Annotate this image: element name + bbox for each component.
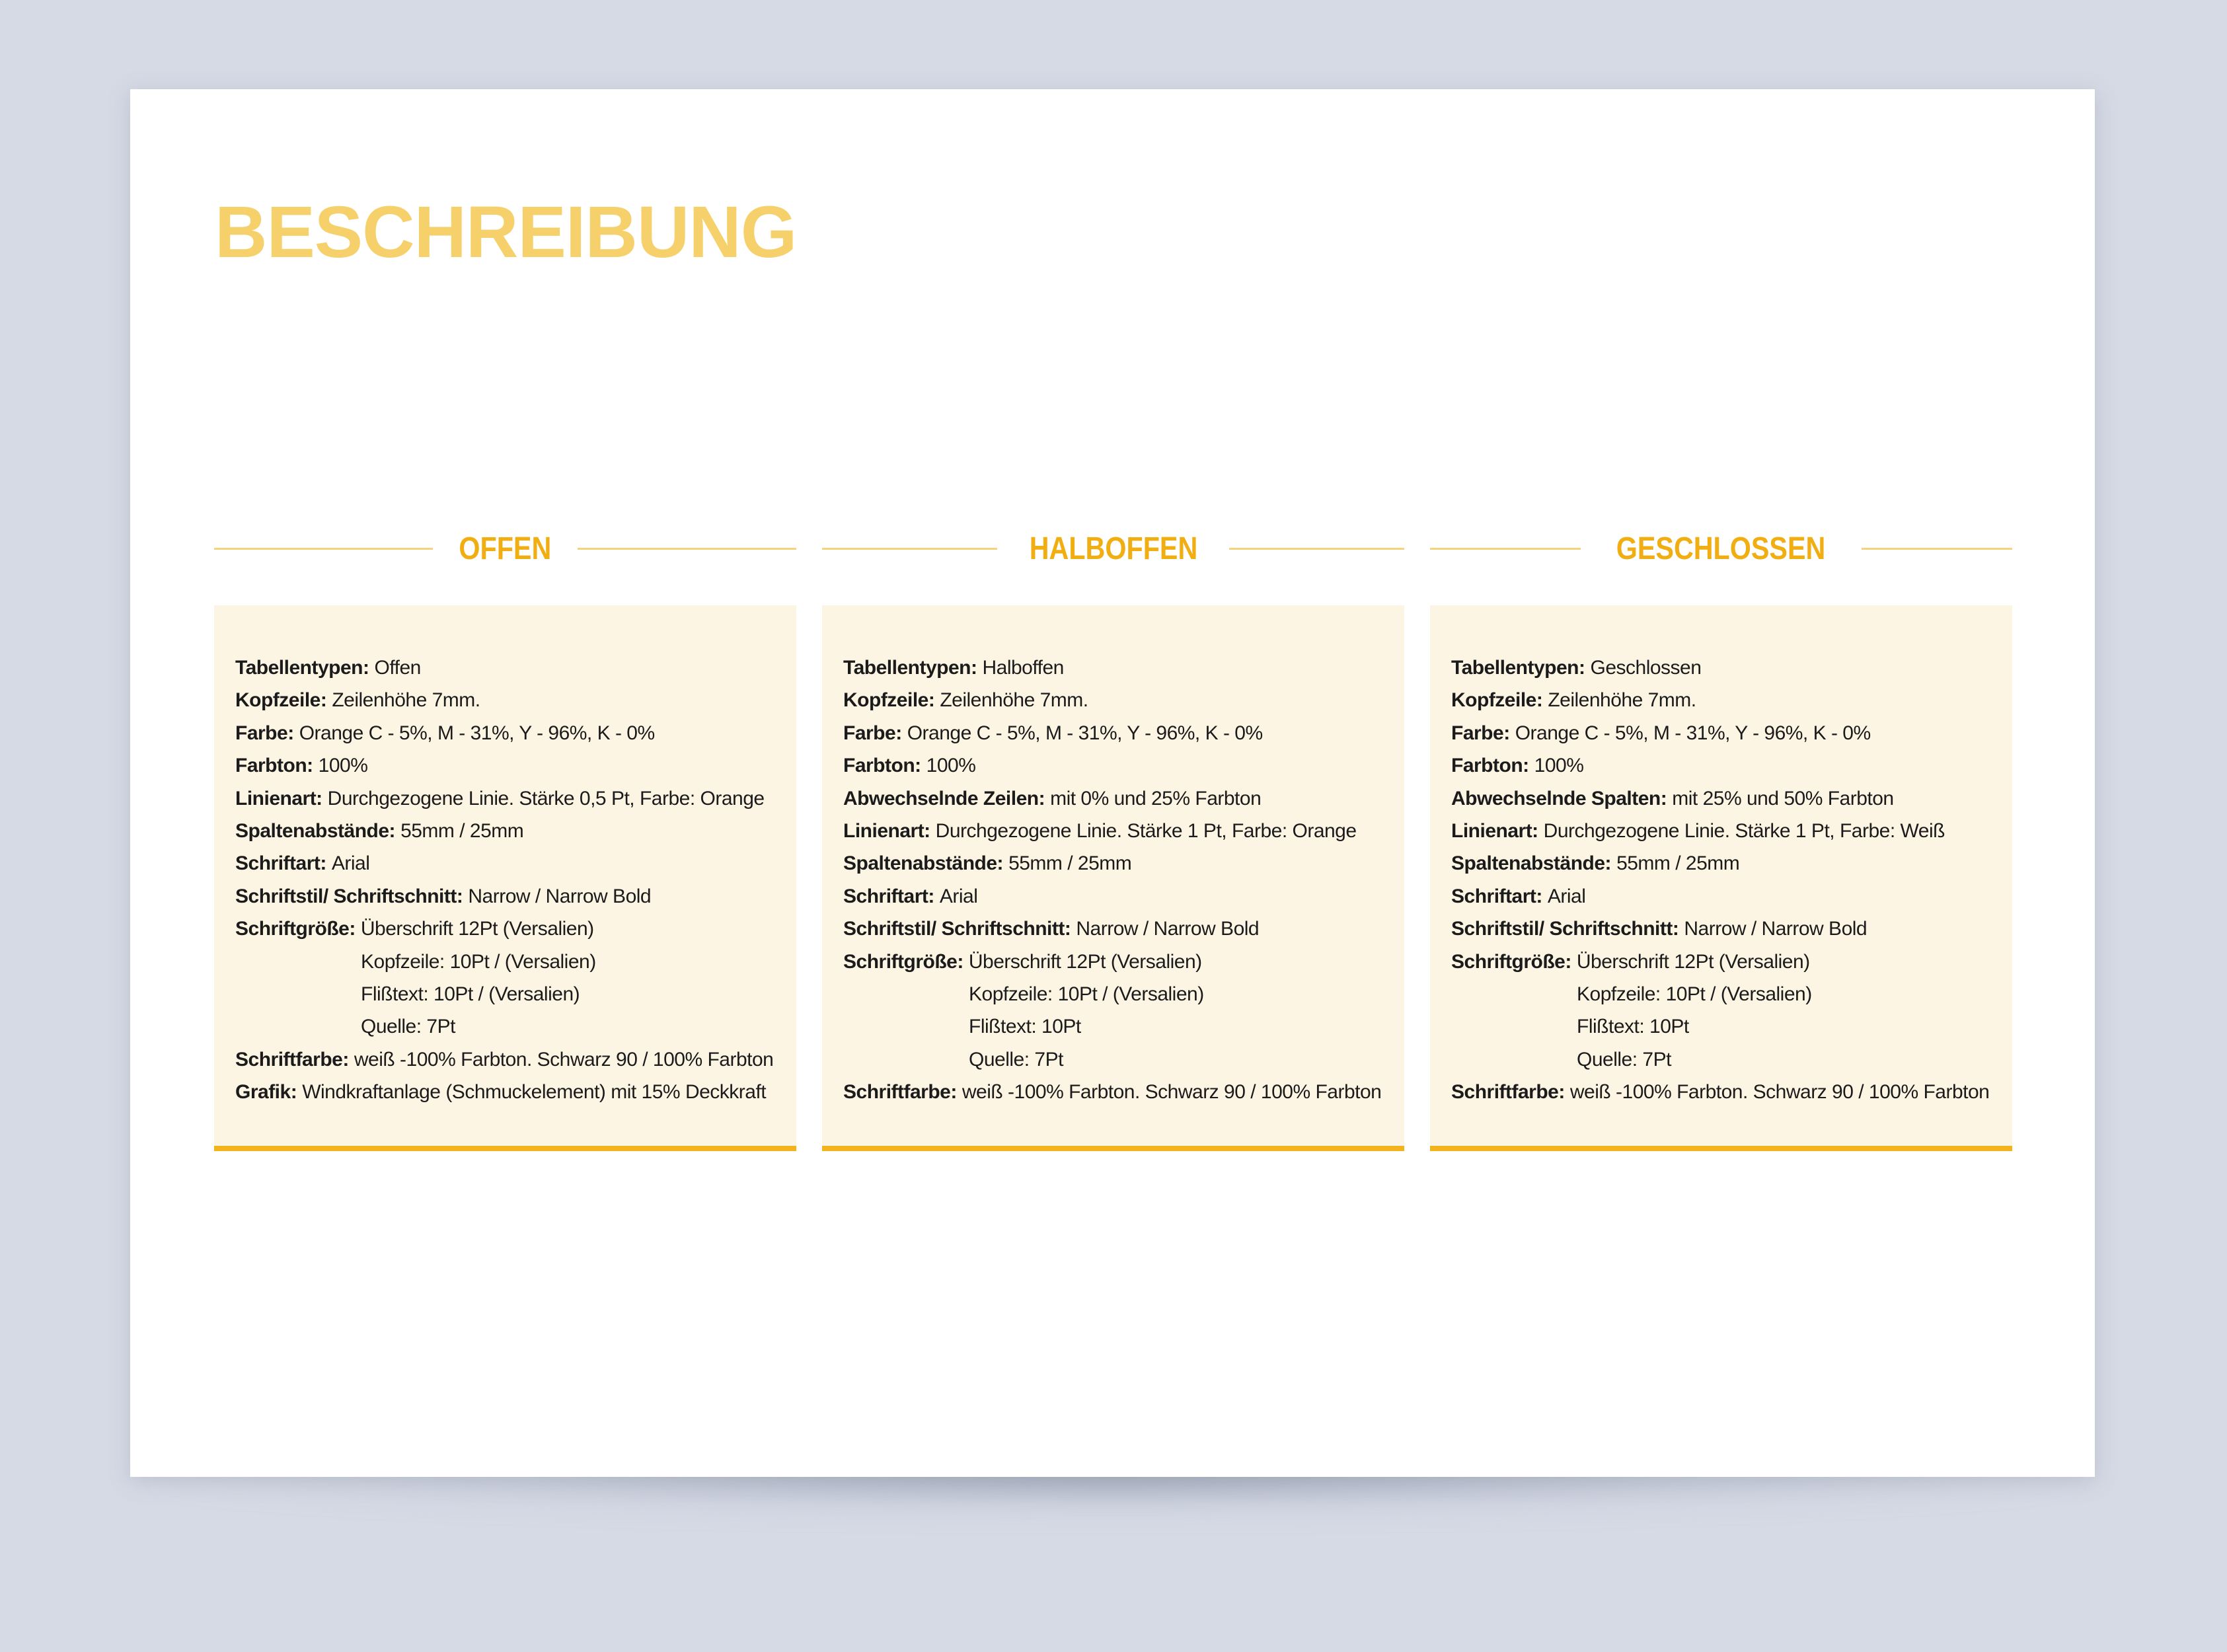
line-label: Schriftgröße: — [843, 950, 963, 973]
header-rule-right — [578, 548, 796, 550]
line-value: Quelle: 7Pt — [1577, 1048, 1671, 1070]
header-rule-left — [214, 548, 433, 550]
description-card — [822, 605, 1404, 1151]
line-value: Quelle: 7Pt — [969, 1048, 1063, 1070]
line-label: Farbe: — [235, 722, 294, 744]
description-line — [235, 749, 796, 782]
description-line — [1451, 1010, 2012, 1043]
line-label: Schriftart: — [843, 885, 934, 907]
line-value: Arial — [1547, 885, 1586, 907]
description-line — [235, 717, 796, 749]
description-line — [843, 1076, 1404, 1108]
description-line — [235, 1043, 796, 1076]
description-line — [843, 684, 1404, 716]
line-value: 55mm / 25mm — [400, 820, 524, 843]
description-line — [1451, 978, 2012, 1010]
line-value: Flißtext: 10Pt — [1577, 1016, 1689, 1038]
line-value: Orange C - 5%, M - 31%, Y - 96%, K - 0% — [299, 722, 655, 744]
line-value: 100% — [318, 755, 368, 777]
line-value: weiß -100% Farbton. Schwarz 90 / 100% Farbton — [962, 1081, 1382, 1104]
line-label: Farbe: — [1451, 722, 1510, 744]
line-label: Spaltenabstände: — [843, 852, 1004, 875]
description-line — [843, 847, 1404, 880]
header-rule-left — [822, 548, 997, 550]
line-value: mit 0% und 25% Farbton — [1050, 787, 1262, 809]
line-value: 55mm / 25mm — [1008, 852, 1132, 875]
description-line — [1451, 847, 2012, 880]
line-value: Zeilenhöhe 7mm. — [940, 689, 1088, 712]
line-value: Narrow / Narrow Bold — [1076, 918, 1260, 940]
line-label: Linienart: — [1451, 820, 1538, 843]
line-label: Grafik: — [235, 1081, 297, 1104]
description-line — [1451, 652, 2012, 684]
description-line — [1451, 717, 2012, 749]
description-line — [1451, 946, 2012, 978]
page-title: BESCHREIBUNG — [215, 192, 797, 273]
description-line — [843, 717, 1404, 749]
description-line — [843, 880, 1404, 913]
description-line — [843, 946, 1404, 978]
line-value: 100% — [926, 755, 976, 777]
line-value: Durchgezogene Linie. Stärke 1 Pt, Farbe: Orange — [935, 820, 1357, 843]
description-line — [843, 815, 1404, 847]
line-value: Zeilenhöhe 7mm. — [1548, 689, 1696, 712]
column-title: HALBOFFEN — [1029, 531, 1197, 566]
line-value: Kopfzeile: 10Pt / (Versalien) — [969, 983, 1204, 1006]
line-value: Halboffen — [982, 657, 1064, 679]
line-label: Spaltenabstände: — [1451, 852, 1612, 875]
line-value: Flißtext: 10Pt / (Versalien) — [361, 983, 580, 1006]
line-value: mit 25% und 50% Farbton — [1672, 787, 1894, 809]
description-line — [1451, 880, 2012, 913]
line-label: Schriftfarbe: — [843, 1081, 957, 1104]
line-label: Abwechselnde Zeilen: — [843, 787, 1045, 809]
description-line — [843, 782, 1404, 815]
line-label: Schriftfarbe: — [235, 1048, 349, 1070]
line-value: Kopfzeile: 10Pt / (Versalien) — [361, 950, 596, 973]
line-value: Durchgezogene Linie. Stärke 1 Pt, Farbe: Weiß — [1543, 820, 1945, 843]
description-card — [214, 605, 796, 1151]
line-value: Arial — [331, 852, 370, 875]
line-label: Tabellentypen: — [843, 657, 977, 679]
line-value: Arial — [939, 885, 978, 907]
column-halboffen — [822, 499, 1404, 1151]
line-value: Orange C - 5%, M - 31%, Y - 96%, K - 0% — [1515, 722, 1871, 744]
header-rule-left — [1430, 548, 1581, 550]
line-value: Narrow / Narrow Bold — [468, 885, 652, 907]
line-label: Schriftart: — [235, 852, 326, 875]
line-label: Schriftgröße: — [235, 918, 356, 940]
line-label: Farbton: — [1451, 755, 1529, 777]
description-line — [843, 913, 1404, 945]
description-line — [235, 652, 796, 684]
description-line — [843, 1010, 1404, 1043]
line-value: Narrow / Narrow Bold — [1684, 918, 1868, 940]
description-line — [1451, 782, 2012, 815]
description-card — [1430, 605, 2012, 1151]
line-value: weiß -100% Farbton. Schwarz 90 / 100% Farbton — [1569, 1081, 1990, 1104]
description-line — [235, 1076, 796, 1108]
description-line — [235, 684, 796, 716]
description-line — [235, 1010, 796, 1043]
line-label: Tabellentypen: — [1451, 657, 1585, 679]
line-value: Windkraftanlage (Schmuckelement) mit 15% Deckkraft — [302, 1081, 767, 1104]
line-label: Schriftstil/ Schriftschnitt: — [235, 885, 463, 907]
line-label: Farbton: — [843, 755, 921, 777]
column-geschlossen — [1430, 499, 2012, 1151]
line-value: Durchgezogene Linie. Stärke 0,5 Pt, Farbe: Orange — [327, 787, 765, 809]
description-line — [235, 782, 796, 815]
description-line — [1451, 684, 2012, 716]
line-label: Kopfzeile: — [235, 689, 327, 712]
description-line — [1451, 815, 2012, 847]
line-label: Kopfzeile: — [843, 689, 935, 712]
column-offen — [214, 499, 796, 1151]
line-value: Überschrift 12Pt (Versalien) — [360, 918, 594, 940]
column-title: GESCHLOSSEN — [1616, 531, 1826, 566]
line-label: Schriftart: — [1451, 885, 1542, 907]
line-value: Quelle: 7Pt — [361, 1016, 455, 1038]
line-label: Tabellentypen: — [235, 657, 369, 679]
line-label: Farbton: — [235, 755, 313, 777]
description-line — [843, 978, 1404, 1010]
description-line — [843, 749, 1404, 782]
description-line — [1451, 749, 2012, 782]
line-value: Überschrift 12Pt (Versalien) — [1576, 950, 1810, 973]
header-rule-right — [1862, 548, 2012, 550]
line-value: Kopfzeile: 10Pt / (Versalien) — [1577, 983, 1812, 1006]
line-label: Abwechselnde Spalten: — [1451, 787, 1667, 809]
description-line — [1451, 1043, 2012, 1076]
line-value: 100% — [1534, 755, 1584, 777]
line-value: Zeilenhöhe 7mm. — [332, 689, 480, 712]
line-label: Spaltenabstände: — [235, 820, 396, 843]
description-line — [235, 880, 796, 913]
header-rule-right — [1229, 548, 1404, 550]
line-label: Schriftstil/ Schriftschnitt: — [1451, 918, 1679, 940]
description-line — [235, 913, 796, 945]
description-line — [1451, 1076, 2012, 1108]
line-value: Flißtext: 10Pt — [969, 1016, 1081, 1038]
description-line — [235, 847, 796, 880]
document-page — [130, 89, 2095, 1477]
column-title: OFFEN — [459, 531, 552, 566]
description-line — [1451, 913, 2012, 945]
line-value: weiß -100% Farbton. Schwarz 90 / 100% Farbton — [354, 1048, 774, 1070]
description-line — [235, 946, 796, 978]
line-label: Linienart: — [235, 787, 322, 809]
column-header — [822, 499, 1404, 598]
column-header — [1430, 499, 2012, 598]
description-line — [235, 978, 796, 1010]
line-label: Linienart: — [843, 820, 930, 843]
line-label: Kopfzeile: — [1451, 689, 1543, 712]
line-value: Orange C - 5%, M - 31%, Y - 96%, K - 0% — [907, 722, 1263, 744]
description-line — [235, 815, 796, 847]
line-label: Farbe: — [843, 722, 902, 744]
line-value: Offen — [374, 657, 421, 679]
description-line — [843, 1043, 1404, 1076]
line-label: Schriftfarbe: — [1451, 1081, 1565, 1104]
line-label: Schriftgröße: — [1451, 950, 1571, 973]
line-value: 55mm / 25mm — [1616, 852, 1740, 875]
description-line — [843, 652, 1404, 684]
line-value: Geschlossen — [1590, 657, 1702, 679]
column-header — [214, 499, 796, 598]
line-label: Schriftstil/ Schriftschnitt: — [843, 918, 1071, 940]
line-value: Überschrift 12Pt (Versalien) — [968, 950, 1202, 973]
